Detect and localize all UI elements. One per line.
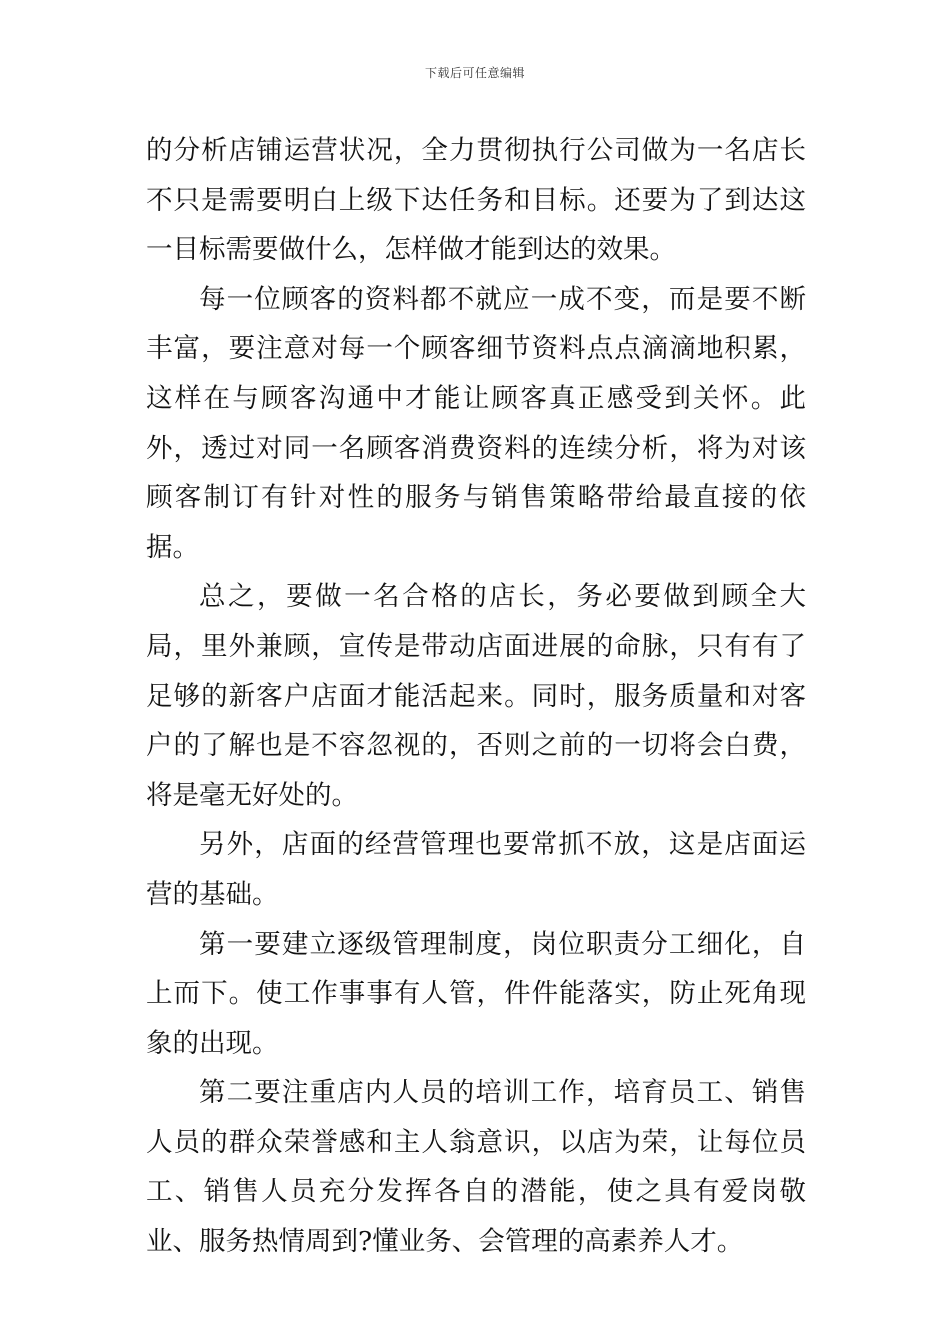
paragraph-management: 另外，店面的经营管理也要常抓不放，这是店面运营的基础。 xyxy=(146,829,806,910)
document-body xyxy=(146,126,806,1267)
paragraph-second-point: 第二要注重店内人员的培训工作，培育员工、销售人员的群众荣誉感和主人翁意识，以店为荣，让每位员工、销售人员充分发挥各自的潜能，使之具有爱岗敬业、服务热情周到?懂业务、会管理的高素养人才。 xyxy=(146,1077,806,1258)
paragraph-summary: 总之，要做一名合格的店长，务必要做到顾全大局，里外兼顾，宣传是带动店面进展的命脉，只有有了足够的新客户店面才能活起来。同时，服务质量和对客户的了解也是不容忽视的，否则之前的一切将会白费，将是毫无好处的。 xyxy=(146,581,806,811)
header-note: 下载后可任意编辑 xyxy=(424,66,525,80)
paragraph-continued: 的分析店铺运营状况，全力贯彻执行公司做为一名店长不只是需要明白上级下达任务和目标。还要为了到达这一目标需要做什么，怎样做才能到达的效果。 xyxy=(146,135,806,266)
paragraph-customer-data: 每一位顾客的资料都不就应一成不变，而是要不断丰富，要注意对每一个顾客细节资料点点滴滴地积累，这样在与顾客沟通中才能让顾客真正感受到关怀。此外，透过对同一名顾客消费资料的连续分析，将为对该顾客制订有针对性的服务与销售策略带给最直接的依据。 xyxy=(146,283,806,563)
paragraph-first-point: 第一要建立逐级管理制度，岗位职责分工细化，自上而下。使工作事事有人管，件件能落实，防止死角现象的出现。 xyxy=(146,928,806,1059)
